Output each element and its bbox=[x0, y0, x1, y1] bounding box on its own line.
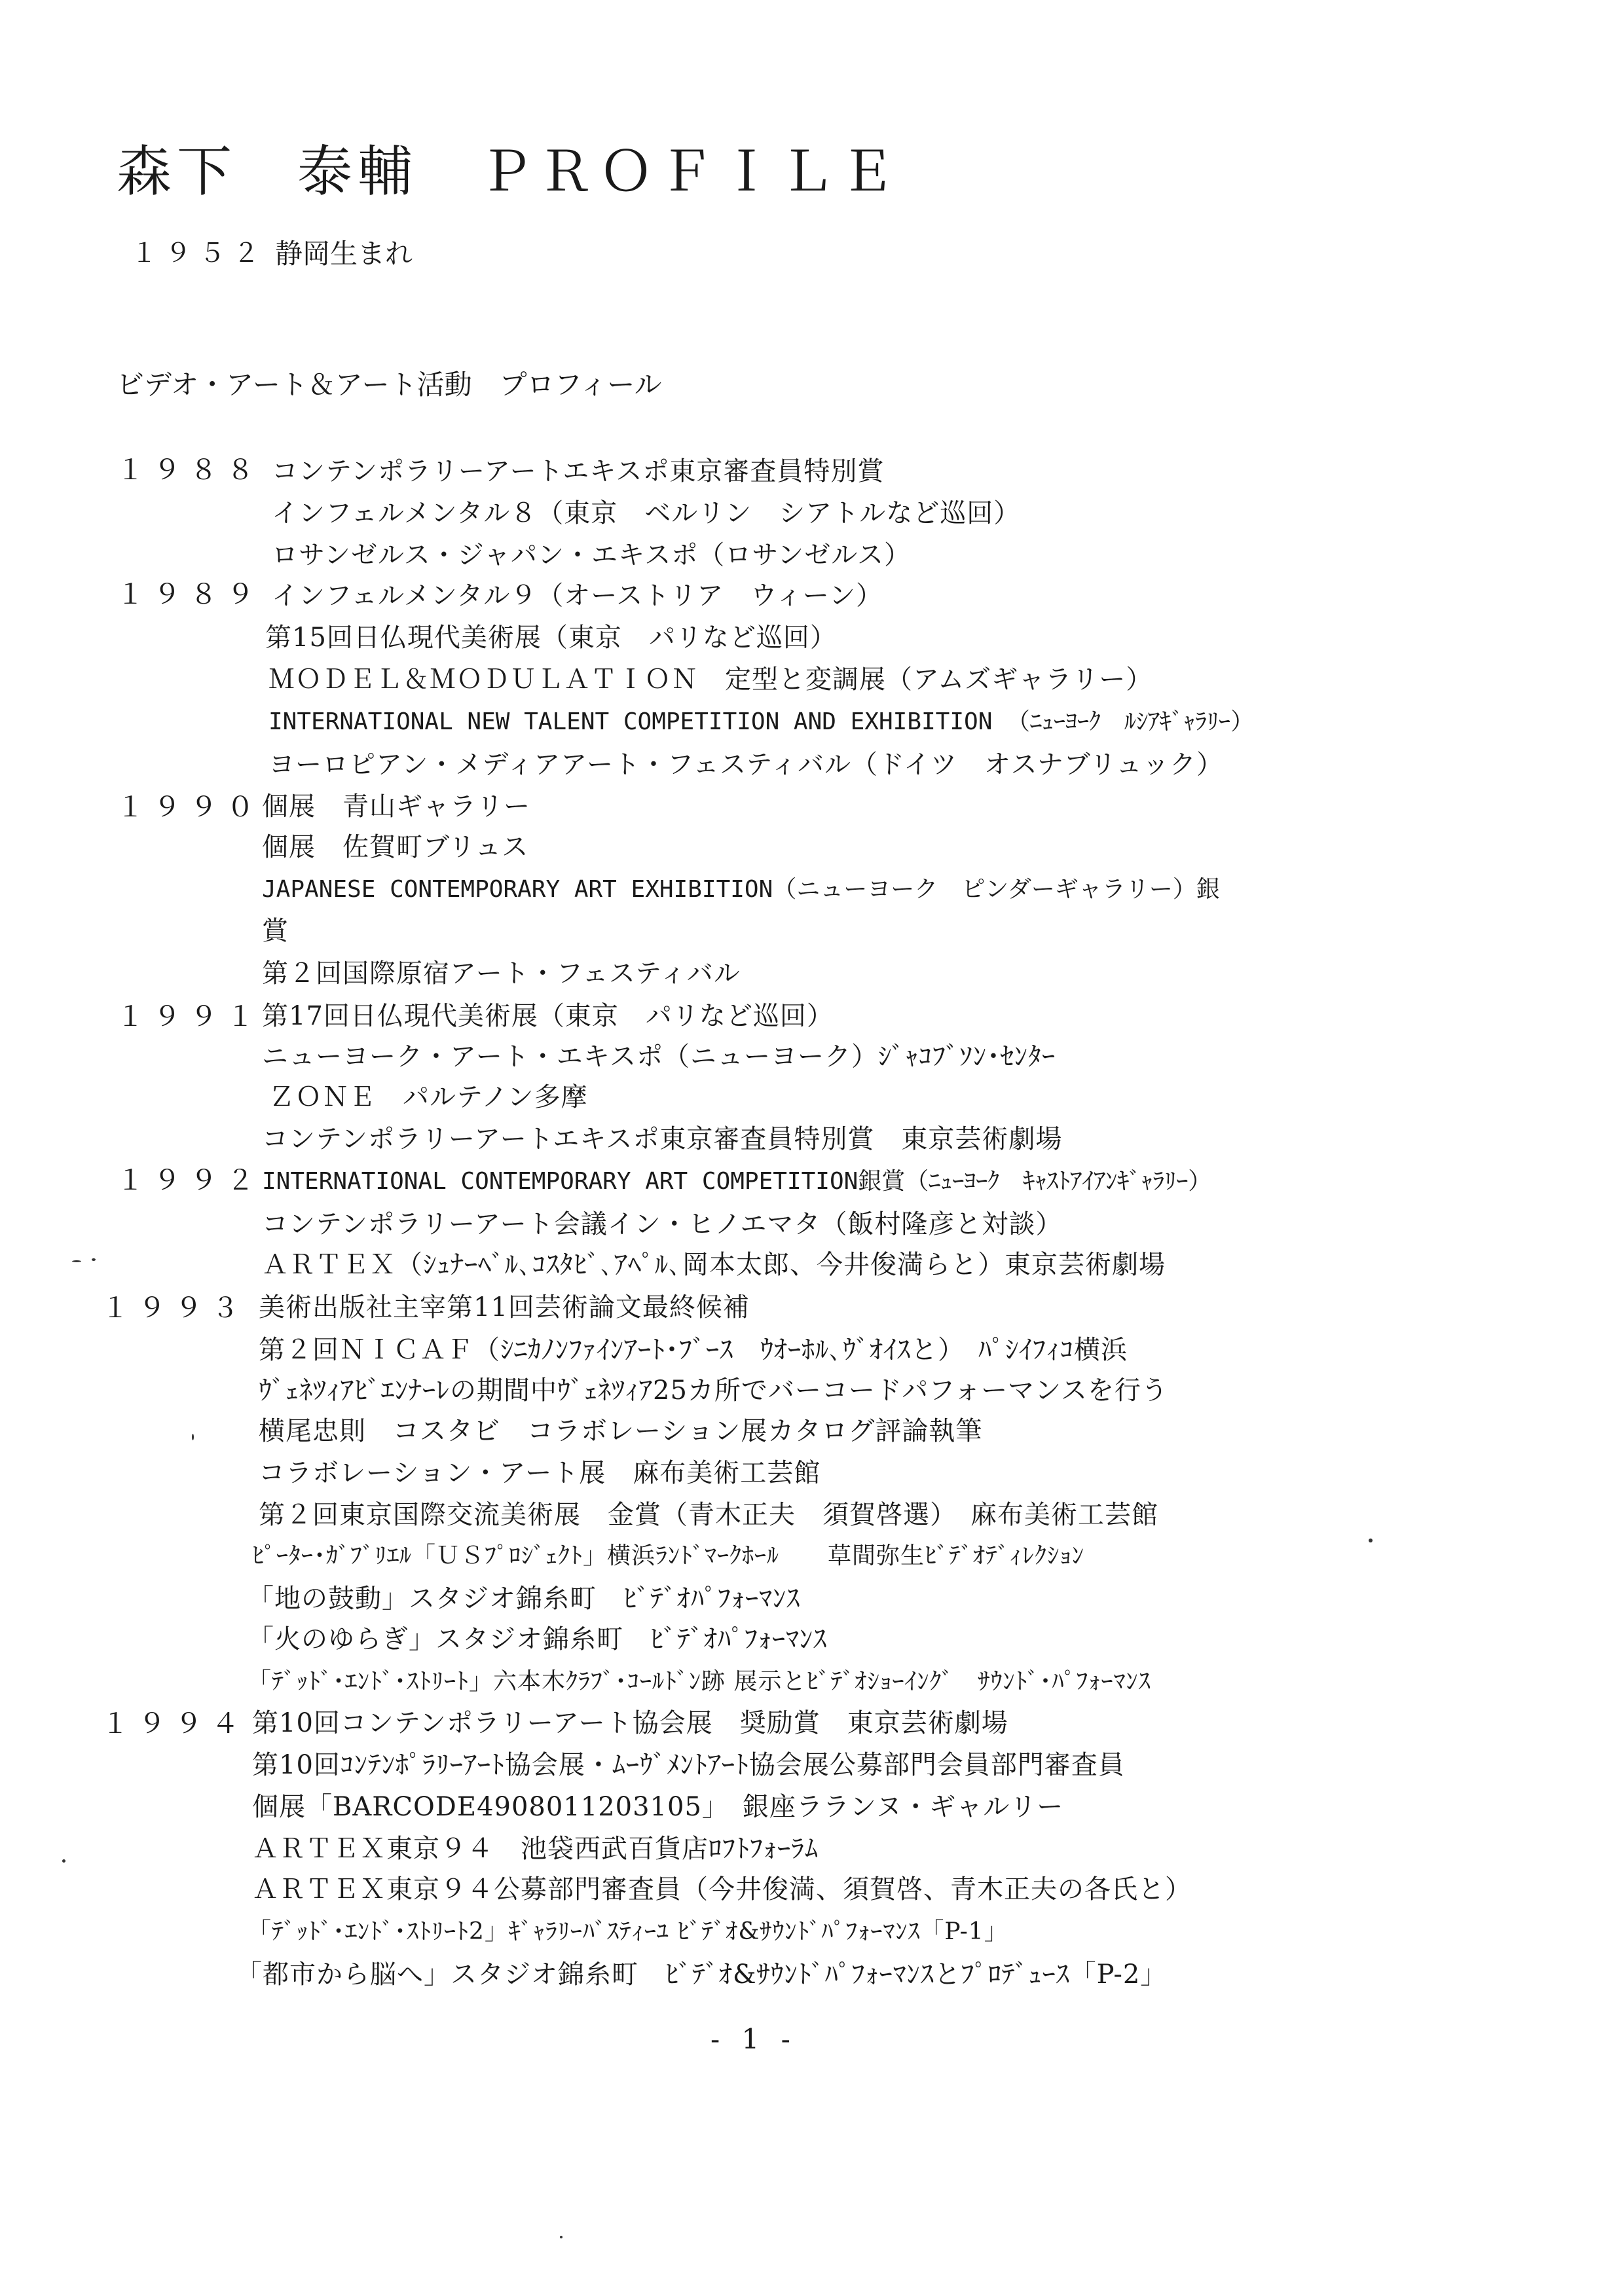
list-item: 第10回ｺﾝﾃﾝﾎﾟﾗﾘｰｱｰﾄ協会展・ﾑｰｳﾞﾒﾝﾄｱｰﾄ協会展公募部門会員部門審査員 bbox=[252, 1750, 1125, 1780]
list-item: 個展 青山ギャラリー bbox=[262, 792, 530, 822]
list-item: 第２回ＮＩＣＡＦ（ｼﾆｶﾉﾝﾌｧｲﾝｱｰﾄ･ﾌﾞｰｽ ｳｵｰﾎﾙ､ｳﾞｵｲｽと） ﾊﾟｼｲﾌｨｺ横浜 bbox=[259, 1335, 1128, 1365]
list-item: ＡＲＴＥＸ東京９４公募部門審査員（今井俊満、須賀啓、青木正夫の各氏と） bbox=[252, 1874, 1192, 1904]
list-item: ＡＲＴＥＸ東京９４ 池袋西武百貨店ﾛﾌﾄﾌｫｰﾗﾑ bbox=[252, 1834, 819, 1864]
list-item: 「都市から脳へ」スタジオ錦糸町 ﾋﾞﾃﾞｵ&ｻｳﾝﾄﾞﾊﾟﾌｫｰﾏﾝｽとﾌﾟﾛﾃﾞｭｰｽ「P-2」 bbox=[236, 1959, 1168, 1990]
scan-speck bbox=[62, 1859, 65, 1863]
list-item: INTERNATIONAL CONTEMPORARY ART COMPETITION銀賞（ﾆｭｰﾖｰｸ ｷｬｽﾄｱｲｱﾝｷﾞｬﾗﾘｰ） bbox=[262, 1168, 1212, 1195]
scan-speck bbox=[92, 1258, 96, 1261]
list-item: 「地の鼓動」スタジオ錦糸町 ﾋﾞﾃﾞｵﾊﾟﾌｫｰﾏﾝｽ bbox=[248, 1584, 800, 1614]
list-item: ﾋﾟｰﾀｰ･ｶﾞﾌﾞﾘｴﾙ「ＵＳﾌﾟﾛｼﾞｪｸﾄ」横浜ﾗﾝﾄﾞﾏｰｸﾎｰﾙ 草間弥生ﾋﾞﾃﾞｵﾃﾞｨﾚｸｼｮﾝ bbox=[252, 1542, 1085, 1569]
scan-speck bbox=[560, 2236, 563, 2238]
list-item: 横尾忠則 コスタビ コラボレーション展カタログ評論執筆 bbox=[259, 1416, 983, 1446]
list-item: INTERNATIONAL NEW TALENT COMPETITION AND EXHIBITION （ﾆｭｰﾖｰｸ ﾙｼｱｷﾞｬﾗﾘｰ） bbox=[268, 708, 1255, 735]
list-item: 第17回日仏現代美術展（東京 パリなど巡回） bbox=[262, 1001, 834, 1031]
list-item: ｳﾞｪﾈﾂｨｱﾋﾞｴﾝﾅｰﾚの期間中ｳﾞｪﾈﾂｨｱ25カ所でバーコードパフォーマンスを行う bbox=[259, 1376, 1168, 1406]
year-1988: １９８８ bbox=[117, 454, 264, 486]
list-item: ヨーロピアン・メディアアート・フェスティバル（ドイツ オスナブリュック） bbox=[268, 750, 1223, 780]
list-item: ロサンゼルス・ジャパン・エキスポ（ロサンゼルス） bbox=[272, 540, 911, 570]
list-item: 第15回日仏現代美術展（東京 パリなど巡回） bbox=[265, 623, 837, 653]
page-title: 森下 泰輔 ＰＲＯＦＩＬＥ bbox=[117, 139, 900, 204]
list-item: ＺＯＮＥ パルテノン多摩 bbox=[268, 1082, 588, 1112]
list-item: 「ﾃﾞｯﾄﾞ･ｴﾝﾄﾞ･ｽﾄﾘｰﾄ」六本木ｸﾗﾌﾞ･ｺｰﾙﾄﾞﾝ跡 展示とﾋﾞﾃﾞｵｼｮｰｲﾝｸﾞ ｻｳﾝﾄﾞ･ﾊﾟﾌｫｰﾏﾝｽ bbox=[248, 1668, 1151, 1695]
list-item: 第２回東京国際交流美術展 金賞（青木正夫 須賀啓選） 麻布美術工芸館 bbox=[259, 1500, 1158, 1530]
birth-year: １９５２ bbox=[131, 238, 267, 268]
list-item: ＡＲＴＥＸ（ｼｭﾅｰﾍﾞﾙ､ｺｽﾀﾋﾞ､ｱﾍﾟﾙ､岡本太郎、今井俊満らと）東京芸術劇場 bbox=[262, 1250, 1166, 1280]
scan-speck bbox=[72, 1260, 81, 1262]
list-item: コラボレーション・アート展 麻布美術工芸館 bbox=[259, 1458, 821, 1488]
list-item: 賞 bbox=[262, 916, 289, 946]
year-1991: １９９１ bbox=[117, 1000, 264, 1032]
list-item: 「ﾃﾞｯﾄﾞ･ｴﾝﾄﾞ･ｽﾄﾘｰﾄ2」ｷﾞｬﾗﾘｰﾊﾞｽﾃｨｰﾕ ﾋﾞﾃﾞｵ&ｻｳﾝﾄﾞﾊﾟﾌｫｰﾏﾝｽ「P-1」 bbox=[248, 1918, 1008, 1945]
scan-speck bbox=[1369, 1539, 1373, 1542]
list-item: コンテンポラリーアート会議イン・ヒノエマタ（飯村隆彦と対談） bbox=[262, 1209, 1063, 1239]
list-item: 美術出版社主宰第11回芸術論文最終候補 bbox=[259, 1292, 750, 1322]
list-item: JAPANESE CONTEMPORARY ART EXHIBITION（ニューヨーク ピンダーギャラリー）銀 bbox=[262, 876, 1220, 903]
section-heading: ビデオ・アート＆アート活動 プロフィール bbox=[117, 369, 662, 401]
page-number: - 1 - bbox=[710, 2023, 797, 2055]
list-item: ＭＯＤＥＬ＆ＭＯＤＵＬＡＴＩＯＮ 定型と変調展（アムズギャラリー） bbox=[268, 665, 1153, 695]
list-item: コンテンポラリーアートエキスポ東京審査員特別賞 東京芸術劇場 bbox=[262, 1124, 1063, 1154]
list-item: 第２回国際原宿アート・フェスティバル bbox=[262, 958, 741, 989]
list-item: 個展「BARCODE4908011203105」 銀座ラランヌ・ギャルリー bbox=[252, 1792, 1064, 1822]
list-item: 第10回コンテンポラリーアート協会展 奨励賞 東京芸術劇場 bbox=[252, 1708, 1008, 1738]
year-1994: １９９４ bbox=[101, 1707, 249, 1740]
list-item: 個展 佐賀町ブリュス bbox=[262, 832, 529, 862]
list-item: インフェルメンタル９（オーストリア ウィーン） bbox=[272, 581, 883, 611]
year-1990: １９９０ bbox=[117, 791, 264, 823]
year-1992: １９９２ bbox=[117, 1164, 264, 1196]
list-item: ニューヨーク・アート・エキスポ（ニューヨーク）ｼﾞｬｺﾌﾞｿﾝ･ｾﾝﾀｰ bbox=[262, 1042, 1056, 1072]
scan-speck bbox=[192, 1434, 194, 1440]
list-item: インフェルメンタル８（東京 ベルリン シアトルなど巡回） bbox=[272, 498, 1021, 528]
year-1993: １９９３ bbox=[101, 1292, 249, 1324]
list-item: コンテンポラリーアートエキスポ東京審査員特別賞 bbox=[272, 456, 885, 486]
birth-place: 静岡生まれ bbox=[275, 238, 413, 270]
list-item: 「火のゆらぎ」スタジオ錦糸町 ﾋﾞﾃﾞｵﾊﾟﾌｫｰﾏﾝｽ bbox=[248, 1624, 827, 1654]
year-1989: １９８９ bbox=[117, 578, 264, 610]
